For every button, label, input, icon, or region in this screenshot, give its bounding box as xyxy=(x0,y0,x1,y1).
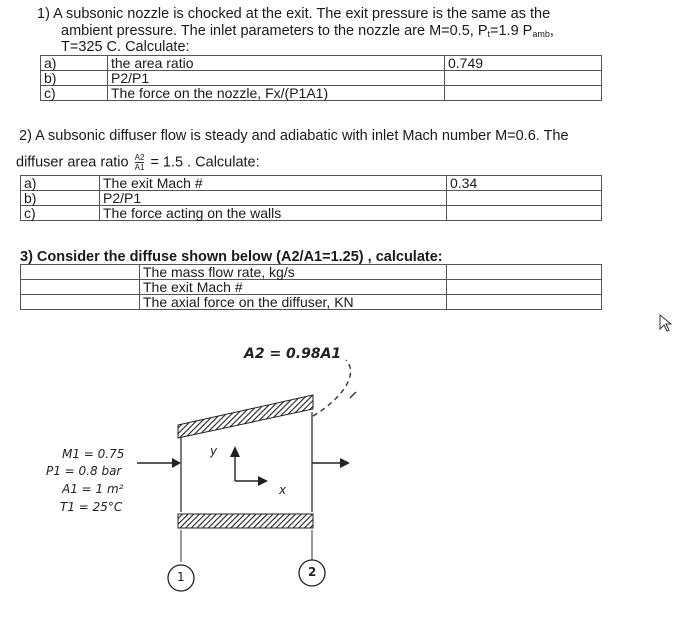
inlet-mach-label: M1 = 0.75 xyxy=(62,447,125,461)
q2-line2: diffuser area ratio $\frac{A2}{A1}$ = 1.5 . Calculate: xyxy=(16,153,260,172)
table-row: b) P2/P1 xyxy=(41,71,602,86)
table-row: The mass flow rate, kg/s xyxy=(21,265,602,280)
table-row: c) The force acting on the walls xyxy=(21,206,602,221)
table-row: a) the area ratio 0.749 xyxy=(41,56,602,71)
inlet-temperature-label: T1 = 25°C xyxy=(60,500,123,514)
q1-number: 1) xyxy=(37,6,50,22)
station-2-label: 2 xyxy=(308,565,317,579)
q3-heading: 3) Consider the diffuse shown below (A2/A1=1.25) , calculate: xyxy=(20,249,443,265)
control-surface-dashed xyxy=(313,360,351,416)
table-row: The exit Mach # xyxy=(21,280,602,295)
table-row: c) The force on the nozzle, Fx/(P1A1) xyxy=(41,86,602,101)
station-1-label: 1 xyxy=(177,570,185,584)
q2-line1: 2) A subsonic diffuser flow is steady and adiabatic with inlet Mach number M=0.6. The xyxy=(19,128,569,144)
exit-area-label: A2 = 0.98A1 xyxy=(244,346,342,362)
answer-cell[interactable]: 0.34 xyxy=(447,176,602,191)
inlet-area-label: A1 = 1 m² xyxy=(62,482,124,496)
q1-line1: A subsonic nozzle is chocked at the exit. The exit pressure is the same as the xyxy=(53,6,551,22)
table-row: b) P2/P1 xyxy=(21,191,602,206)
cursor-icon xyxy=(660,315,671,331)
table-row: a) The exit Mach # 0.34 xyxy=(21,176,602,191)
axis-y-label: y xyxy=(210,444,218,458)
axis-x-label: x xyxy=(279,483,287,497)
q1-line3: T=325 C. Calculate: xyxy=(61,39,190,55)
top-wall xyxy=(178,395,313,438)
answer-cell[interactable]: 0.749 xyxy=(445,56,602,71)
area-ratio-fraction: $\frac{A2}{A1}$ xyxy=(134,153,145,172)
q1-line2: ambient pressure. The inlet parameters to the nozzle are M=0.5, $P_t=1.9$ $P_{amb}$, xyxy=(61,23,554,39)
inlet-pressure-label: P1 = 0.8 bar xyxy=(46,464,122,478)
bottom-wall xyxy=(178,514,313,528)
table-row: The axial force on the diffuser, KN xyxy=(21,295,602,310)
